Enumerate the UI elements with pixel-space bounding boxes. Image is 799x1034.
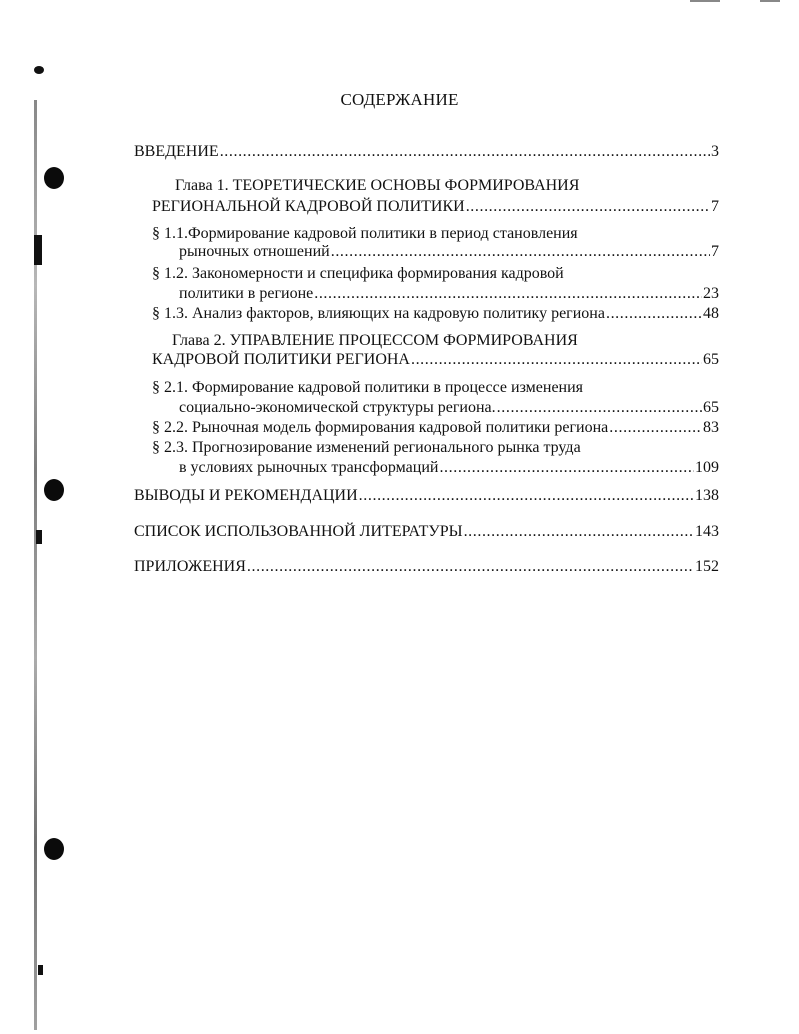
toc-entry-section-1-2 xyxy=(179,284,719,304)
toc-entry-label: КАДРОВОЙ ПОЛИТИКИ РЕГИОНА xyxy=(152,351,410,368)
toc-entry-chapter-1 xyxy=(152,197,719,217)
toc-entry-label: ВВЕДЕНИЕ xyxy=(134,143,219,160)
toc-entry-label: ПРИЛОЖЕНИЯ xyxy=(134,558,246,575)
toc-entry-label: политики в регионе xyxy=(179,285,314,302)
punch-hole xyxy=(44,167,64,189)
dot-leader xyxy=(464,522,694,542)
toc-entry-chapter-1-line1: Глава 1. ТЕОРЕТИЧЕСКИЕ ОСНОВЫ ФОРМИРОВАНИЯ xyxy=(175,177,580,194)
toc-page-number: 83 xyxy=(703,419,719,436)
toc-entry-conclusions xyxy=(134,486,719,506)
toc-page-number: 138 xyxy=(695,487,719,504)
toc-entry-label: СПИСОК ИСПОЛЬЗОВАННОЙ ЛИТЕРАТУРЫ xyxy=(134,523,463,540)
toc-entry-section-2-1 xyxy=(179,398,719,418)
dot-leader xyxy=(314,284,702,304)
scan-speck xyxy=(34,235,42,265)
dot-leader xyxy=(331,242,710,262)
dot-leader xyxy=(609,418,702,438)
toc-entry-appendices xyxy=(134,557,719,577)
dot-leader xyxy=(439,458,694,478)
toc-page-number: 7 xyxy=(711,243,719,260)
toc-entry-section-1-1 xyxy=(179,242,719,262)
toc-page-number: 3 xyxy=(711,143,719,160)
toc-entry-label: в условиях рыночных трансформаций xyxy=(179,459,439,476)
toc-entry-section-2-2 xyxy=(152,418,719,438)
toc-entry-introduction xyxy=(134,142,719,162)
scan-corner-mark xyxy=(760,0,780,2)
toc-entry-label: § 1.3. Анализ факторов, влияющих на кадровую политику региона xyxy=(152,305,605,322)
toc-entry-chapter-2 xyxy=(152,350,719,370)
scan-corner-mark xyxy=(690,0,720,2)
toc-entry-section-1-2-line1: § 1.2. Закономерности и специфика формирования кадровой xyxy=(152,265,564,282)
toc-page-number: 65 xyxy=(703,351,719,368)
scan-speck xyxy=(38,965,43,975)
toc-page-number: 48 xyxy=(703,305,719,322)
punch-hole xyxy=(44,479,64,501)
toc-page-number: 109 xyxy=(695,459,719,476)
toc-entry-label: ВЫВОДЫ И РЕКОМЕНДАЦИИ xyxy=(134,487,358,504)
toc-entry-section-1-3 xyxy=(152,304,719,324)
toc-entry-bibliography xyxy=(134,522,719,542)
dot-leader xyxy=(606,304,702,324)
toc-entry-label: § 2.2. Рыночная модель формирования кадровой политики региона xyxy=(152,419,609,436)
page-title: СОДЕРЖАНИЕ xyxy=(340,90,459,109)
scan-speck xyxy=(34,66,44,74)
toc-entry-label: социально-экономической структуры региона. xyxy=(179,399,496,416)
toc-page-number: 65 xyxy=(703,399,719,416)
dot-leader xyxy=(497,398,702,418)
dot-leader xyxy=(247,557,694,577)
punch-hole xyxy=(44,838,64,860)
toc-entry-section-2-3 xyxy=(179,458,719,478)
dot-leader xyxy=(220,142,710,162)
dot-leader xyxy=(466,197,710,217)
toc-entry-label: РЕГИОНАЛЬНОЙ КАДРОВОЙ ПОЛИТИКИ xyxy=(152,198,465,215)
toc-page-number: 23 xyxy=(703,285,719,302)
toc-page-number: 152 xyxy=(695,558,719,575)
toc-page-number: 143 xyxy=(695,523,719,540)
toc-entry-section-1-1-line1: § 1.1.Формирование кадровой политики в период становления xyxy=(152,225,578,242)
toc-entry-chapter-2-line1: Глава 2. УПРАВЛЕНИЕ ПРОЦЕССОМ ФОРМИРОВАНИЯ xyxy=(172,332,578,349)
toc-entry-section-2-1-line1: § 2.1. Формирование кадровой политики в процессе изменения xyxy=(152,379,584,396)
dot-leader xyxy=(359,486,694,506)
dot-leader xyxy=(411,350,702,370)
scan-speck xyxy=(36,530,42,544)
toc-entry-label: рыночных отношений xyxy=(179,243,330,260)
toc-entry-section-2-3-line1: § 2.3. Прогнозирование изменений регионального рынка труда xyxy=(152,439,581,456)
toc-page-number: 7 xyxy=(711,198,719,215)
